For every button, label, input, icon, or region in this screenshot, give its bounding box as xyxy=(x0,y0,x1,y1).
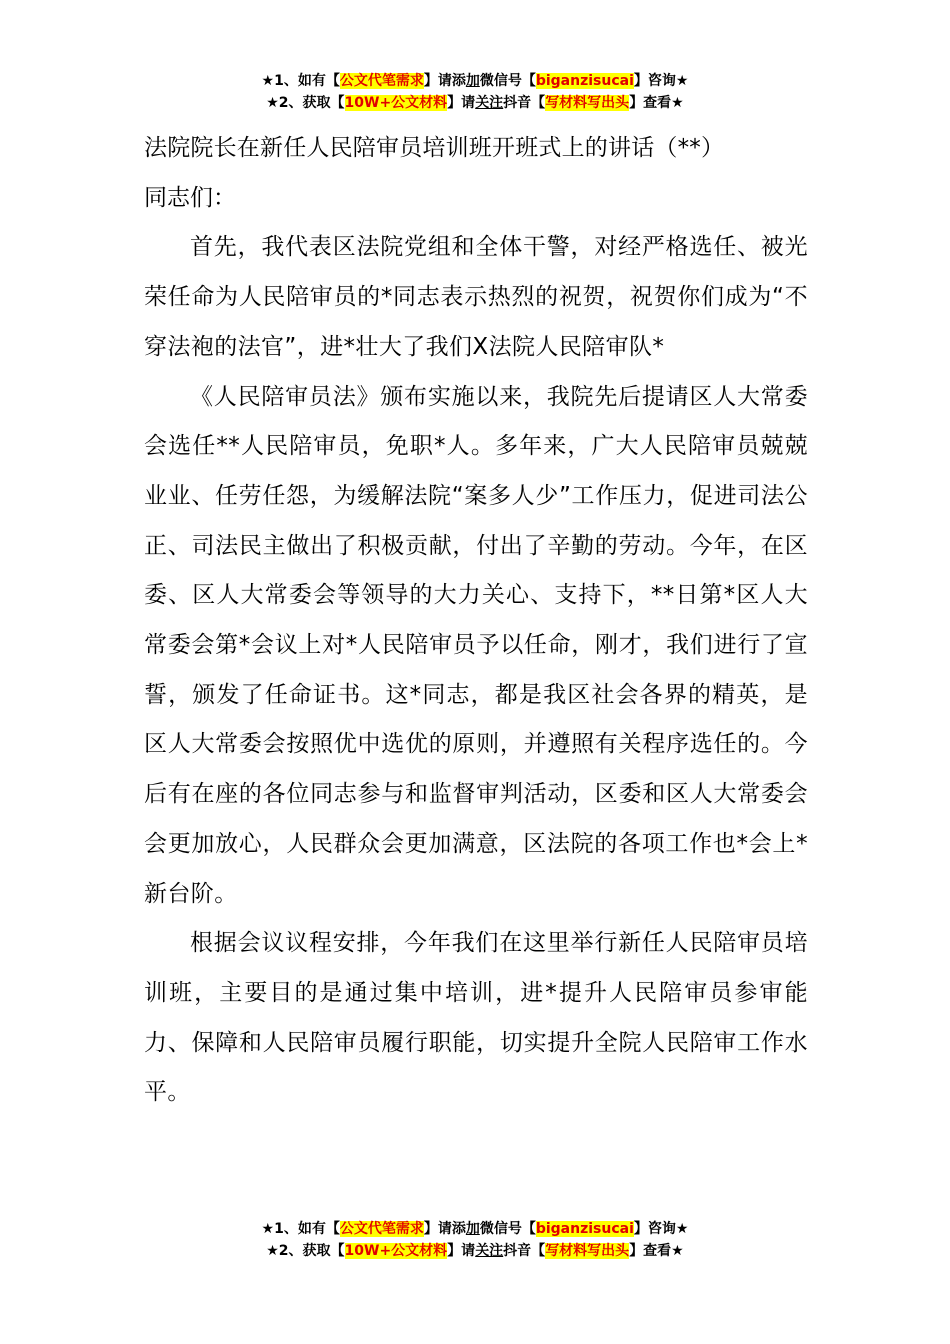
banner-underlined-text: 关注 xyxy=(475,1243,504,1259)
paragraph-3: 根据会议议程安排，今年我们在这里举行新任人民陪审员培训班，主要目的是通过集中培训，进*提升人民陪审员参审能力、保障和人民陪审员履行职能，切实提升全院人民陪审工作水平。 xyxy=(144,930,808,1106)
banner-highlight: 公文代笔需求 xyxy=(339,73,424,89)
paragraph-2: 《人民陪审员法》颁布实施以来，我院先后提请区人大常委会选任**人民陪审员，免职*人。多年来，广大人民陪审员兢兢业业、任劳任怨，为缓解法院“案多人少”工作压力，促进司法公正、司法民主做出了积极贡献，付出了辛勤的劳动。今年，在区委、区人大常委会等领导的大力关心、支持下，**日第*区人大常委会第*会议上对*人民陪审员予以任命，刚才，我们进行了宣誓，颁发了任命证书。这*同志，都是我区社会各界的精英，是区人大常委会按照优中选优的原则，并遵照有关程序选任的。今后有在座的各位同志参与和监督审判活动，区委和区人大常委会会更加放心，人民群众会更加满意，区法院的各项工作也*会上*新台阶。 xyxy=(144,383,808,907)
banner-line-2 xyxy=(0,1240,950,1262)
bottom-banner xyxy=(0,1218,950,1262)
banner-text: 抖音【 xyxy=(503,1243,546,1259)
banner-text: 】请 xyxy=(447,95,476,111)
banner-text: 微信号【 xyxy=(479,73,536,89)
banner-text: 微信号【 xyxy=(479,1221,536,1237)
banner-text: 】咨询★ xyxy=(633,1221,689,1237)
paragraph-1: 首先，我代表区法院党组和全体干警，对经严格选任、被光荣任命为人民陪审员的*同志表示热烈的祝贺，祝贺你们成为“不穿法袍的法官”，进*壮大了我们X法院人民陪审队* xyxy=(144,234,808,360)
banner-text: 】请 xyxy=(447,1243,476,1259)
banner-highlight: 10W+公文材料 xyxy=(344,95,448,111)
banner-highlight: 写材料写出头 xyxy=(545,1243,630,1259)
banner-highlight: 公文代笔需求 xyxy=(339,1221,424,1237)
banner-line-1 xyxy=(0,1218,950,1240)
banner-line-2 xyxy=(0,92,950,114)
document-title: 法院院长在新任人民陪审员培训班开班式上的讲话（**） xyxy=(144,135,725,161)
greeting: 同志们： xyxy=(144,184,236,211)
banner-text: ★2、获取【 xyxy=(266,95,345,111)
banner-text: 】查看★ xyxy=(629,1243,684,1259)
banner-text: 抖音【 xyxy=(503,95,546,111)
top-banner xyxy=(0,70,950,114)
banner-text: 】请添 xyxy=(423,1221,466,1237)
banner-line-1 xyxy=(0,70,950,92)
banner-text: 】咨询★ xyxy=(633,73,689,89)
banner-highlight: biganzisucai xyxy=(535,73,634,89)
banner-text: ★1、如有【 xyxy=(261,1221,340,1237)
banner-text: ★2、获取【 xyxy=(266,1243,345,1259)
banner-underlined-text: 加 xyxy=(465,73,480,89)
banner-text: ★1、如有【 xyxy=(261,73,340,89)
document-body xyxy=(144,124,808,1118)
banner-highlight: 写材料写出头 xyxy=(545,95,630,111)
banner-text: 】查看★ xyxy=(629,95,684,111)
banner-highlight: 10W+公文材料 xyxy=(344,1243,448,1259)
banner-underlined-text: 关注 xyxy=(475,95,504,111)
banner-highlight: biganzisucai xyxy=(535,1221,634,1237)
banner-text: 】请添 xyxy=(423,73,466,89)
banner-underlined-text: 加 xyxy=(465,1221,480,1237)
